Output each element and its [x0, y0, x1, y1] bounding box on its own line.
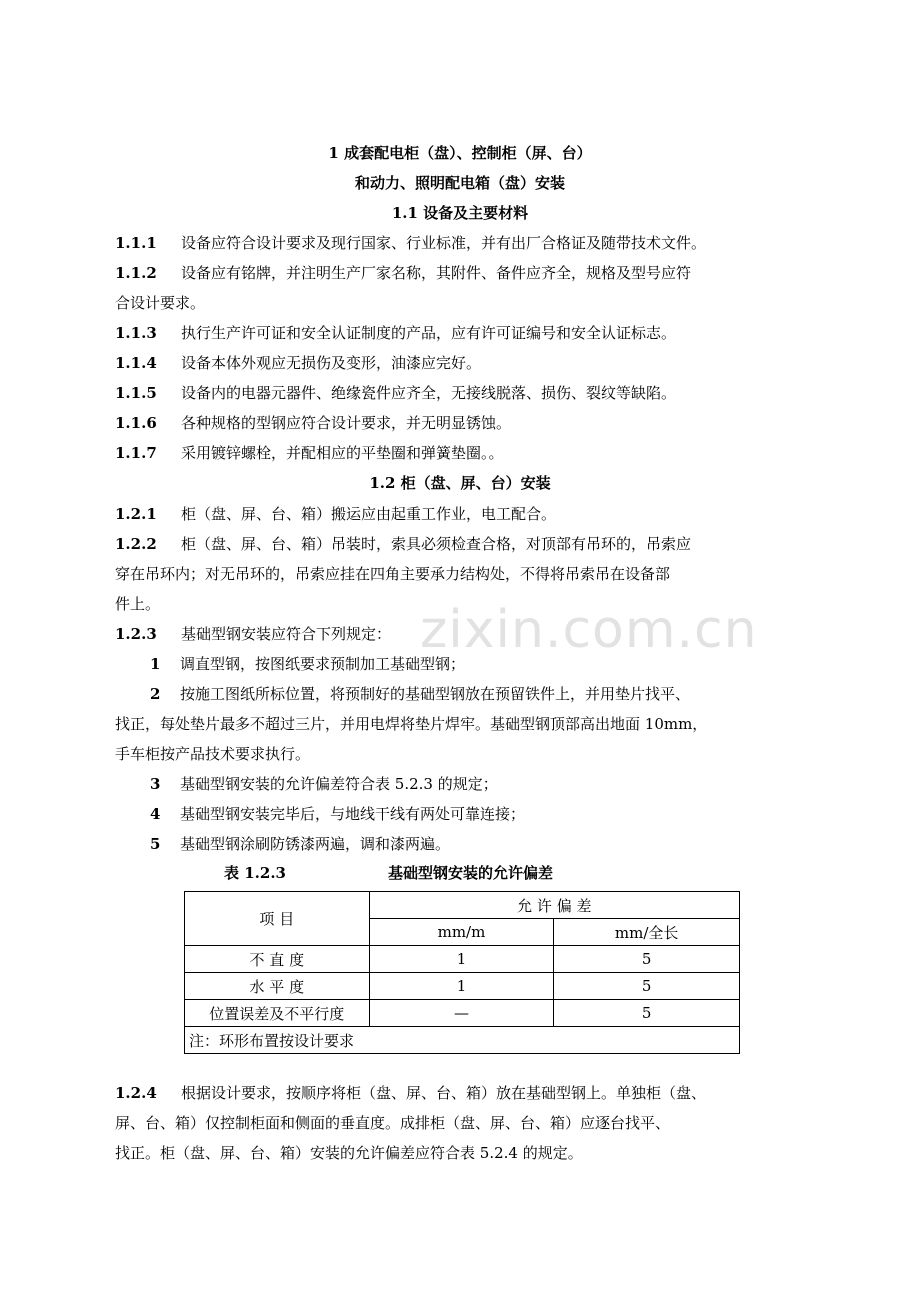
header-mm-per-m: mm/m	[369, 919, 554, 946]
section-1-1-heading: 1.1 设备及主要材料	[391, 204, 529, 222]
section-1-2-heading: 1.2 柜（盘、屏、台）安装	[369, 474, 551, 492]
clause-1-1-2: 1.1.2 设备应有铭牌，并注明生产厂家名称，其附件、备件应齐全，规格及型号应符	[115, 264, 692, 282]
row-mm-full-length: 5	[554, 973, 740, 1000]
table-row	[185, 946, 740, 973]
sub-item-1: 1 调直型钢，按图纸要求预制加工基础型钢；	[150, 655, 466, 673]
table-caption-title: 基础型钢安装的允许偏差	[388, 864, 554, 882]
clause-1-2-1: 1.2.1 柜（盘、屏、台、箱）搬运应由起重工作业，电工配合。	[115, 505, 557, 523]
clause-1-2-3: 1.2.3 基础型钢安装应符合下列规定：	[115, 625, 392, 643]
table-row	[185, 1000, 740, 1027]
row-item: 水 平 度	[185, 973, 370, 1000]
clause-1-2-4-cont1: 屏、台、箱）仅控制柜面和侧面的垂直度。成排柜（盘、屏、台、箱）应逐台找平、	[115, 1114, 671, 1132]
header-mm-full-length: mm/全长	[554, 919, 740, 946]
row-item: 位置误差及不平行度	[185, 1000, 370, 1027]
clause-1-1-7: 1.1.7 采用镀锌螺栓，并配相应的平垫圈和弹簧垫圈。。	[115, 444, 504, 462]
sub-item-5: 5 基础型钢涂刷防锈漆两遍，调和漆两遍。	[150, 835, 451, 853]
sub-item-4: 4 基础型钢安装完毕后，与地线干线有两处可靠连接；	[150, 805, 526, 823]
sub-item-2-cont1: 找正，每处垫片最多不超过三片，并用电焊将垫片焊牢。基础型钢顶部高出地面 10mm，	[115, 715, 708, 733]
clause-1-1-1: 1.1.1 设备应符合设计要求及现行国家、行业标准，并有出厂合格证及随带技术文件。	[115, 234, 707, 252]
row-item: 不 直 度	[185, 946, 370, 973]
table-row	[185, 973, 740, 1000]
clause-1-1-5: 1.1.5 设备内的电器元器件、绝缘瓷件应齐全，无接线脱落、损伤、裂纹等缺陷。	[115, 384, 677, 402]
clause-1-1-2-cont: 合设计要求。	[115, 294, 206, 312]
chapter-title-line1: 1 成套配电柜（盘）、控制柜（屏、台）	[328, 144, 592, 162]
row-mm-per-m: 1	[369, 973, 554, 1000]
table-note-row	[185, 1027, 740, 1054]
header-tolerance: 允 许 偏 差	[369, 892, 739, 919]
tolerance-table	[184, 891, 740, 1054]
clause-1-1-3: 1.1.3 执行生产许可证和安全认证制度的产品，应有许可证编号和安全认证标志。	[115, 324, 677, 342]
sub-item-2-cont2: 手车柜按产品技术要求执行。	[115, 745, 311, 763]
clause-1-2-4: 1.2.4 根据设计要求，按顺序将柜（盘、屏、台、箱）放在基础型钢上。单独柜（盘、	[115, 1084, 707, 1102]
table-caption-number: 表 1.2.3	[224, 864, 286, 882]
clause-1-2-4-cont2: 找正。柜（盘、屏、台、箱）安装的允许偏差应符合表 5.2.4 的规定。	[115, 1144, 583, 1162]
table-header-row	[185, 892, 740, 919]
header-item: 项 目	[185, 892, 370, 946]
row-mm-per-m: —	[369, 1000, 554, 1027]
row-mm-per-m: 1	[369, 946, 554, 973]
clause-1-1-4: 1.1.4 设备本体外观应无损伤及变形，油漆应完好。	[115, 354, 482, 372]
sub-item-2: 2 按施工图纸所标位置，将预制好的基础型钢放在预留铁件上，并用垫片找平、	[150, 685, 691, 703]
table-note: 注：环形布置按设计要求	[185, 1027, 740, 1054]
row-mm-full-length: 5	[554, 946, 740, 973]
sub-item-3: 3 基础型钢安装的允许偏差符合表 5.2.3 的规定；	[150, 775, 498, 793]
chapter-title-line2: 和动力、照明配电箱（盘）安装	[354, 174, 565, 192]
clause-1-2-2-cont2: 件上。	[115, 595, 161, 613]
row-mm-full-length: 5	[554, 1000, 740, 1027]
clause-1-1-6: 1.1.6 各种规格的型钢应符合设计要求，并无明显锈蚀。	[115, 414, 512, 432]
clause-1-2-2-cont1: 穿在吊环内；对无吊环的，吊索应挂在四角主要承力结构处，不得将吊索吊在设备部	[115, 565, 671, 583]
clause-1-2-2: 1.2.2 柜（盘、屏、台、箱）吊装时，索具必须检查合格，对顶部有吊环的，吊索应	[115, 535, 692, 553]
watermark: zixin.com.cn	[420, 600, 758, 660]
